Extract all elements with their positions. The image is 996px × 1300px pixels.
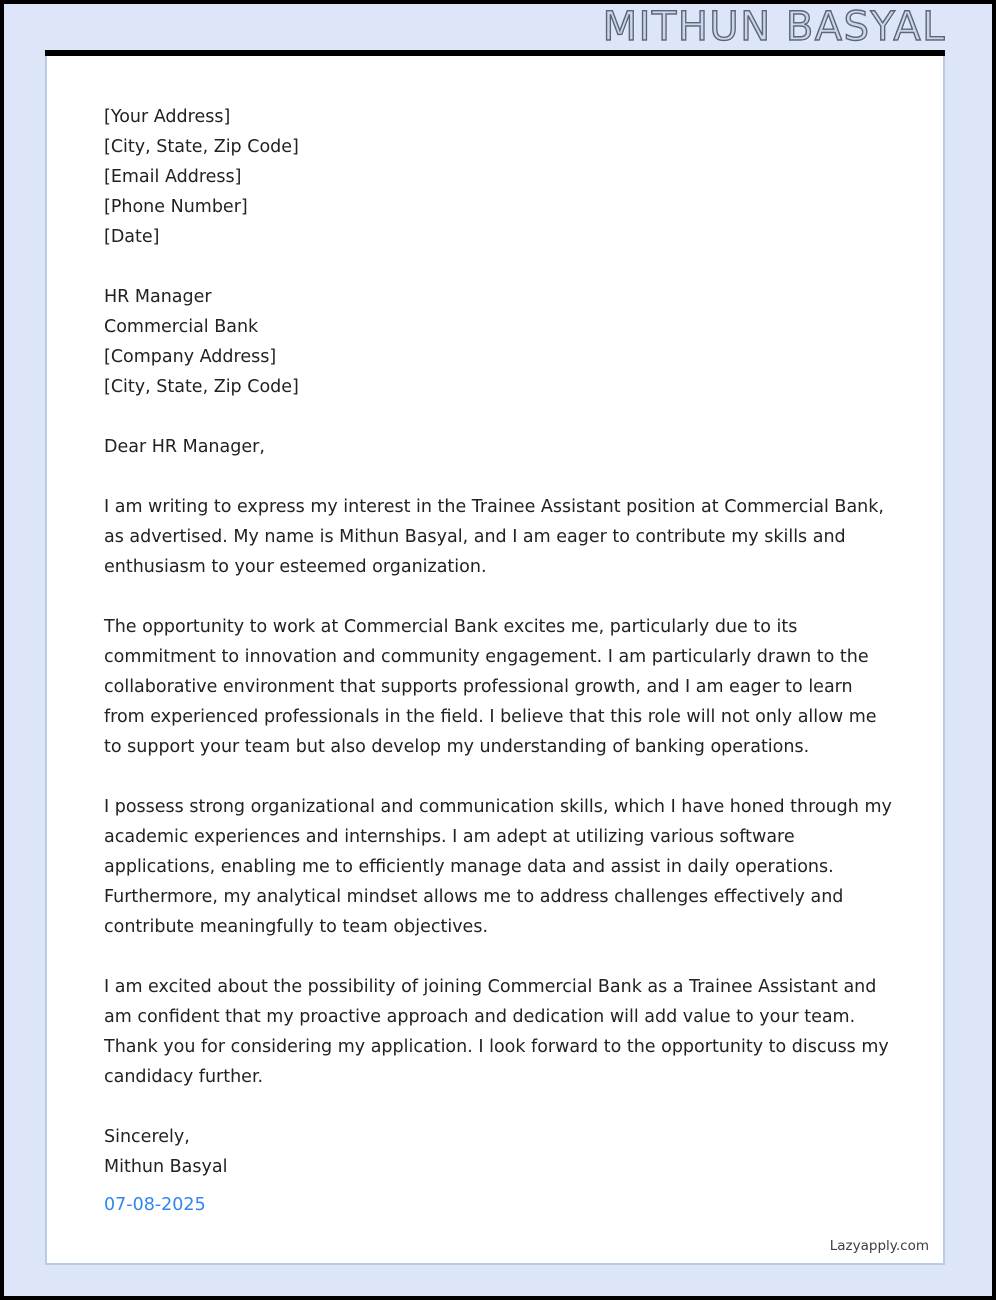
valediction: Sincerely, [104, 1127, 190, 1147]
recipient-line: HR Manager [104, 287, 212, 307]
recipient-line: [City, State, Zip Code] [104, 377, 299, 397]
letter-date: 07-08-2025 [104, 1195, 206, 1215]
body-paragraph-1: I am writing to express my interest in the Trainee Assistant position at Commercial Bank, as advertised. My name is Mithun Basyal, and I am eager to contribute my skills and enthusiasm to your esteemed organization. [104, 497, 884, 577]
sender-line: [Phone Number] [104, 197, 248, 217]
sender-line: [City, State, Zip Code] [104, 137, 299, 157]
letter-content [104, 102, 894, 1220]
page-title: MITHUN BASYAL [602, 4, 946, 50]
salutation: Dear HR Manager, [104, 437, 265, 457]
recipient-line: Commercial Bank [104, 317, 259, 337]
sender-line: [Email Address] [104, 167, 242, 187]
recipient-address-block [104, 282, 894, 402]
sender-address-block [104, 102, 894, 252]
letterhead-header [4, 4, 992, 50]
recipient-line: [Company Address] [104, 347, 277, 367]
footer-watermark: Lazyapply.com [829, 1238, 929, 1254]
sender-line: [Date] [104, 227, 160, 247]
signature-name: Mithun Basyal [104, 1157, 228, 1177]
body-paragraph-4: I am excited about the possibility of joining Commercial Bank as a Trainee Assistant and am confident that my proactive approach and dedication will add value to your team. Thank you for considering my application. I look forward to the opportunity to discuss my candidacy further. [104, 977, 889, 1087]
letter-card [45, 56, 945, 1265]
body-paragraph-2: The opportunity to work at Commercial Bank excites me, particularly due to its commitment to innovation and community engagement. I am particularly drawn to the collaborative environment that supports professional growth, and I am eager to learn from experienced professionals in the field. I believe that this role will not only allow me to support your team but also develop my understanding of banking operations. [104, 617, 877, 757]
body-paragraph-3: I possess strong organizational and communication skills, which I have honed through my academic experiences and internships. I am adept at utilizing various software applications, enabling me to efficiently manage data and assist in daily operations. Furthermore, my analytical mindset allows me to address challenges effectively and contribute meaningfully to team objectives. [104, 797, 892, 937]
closing-block [104, 1122, 894, 1220]
sender-line: [Your Address] [104, 107, 231, 127]
